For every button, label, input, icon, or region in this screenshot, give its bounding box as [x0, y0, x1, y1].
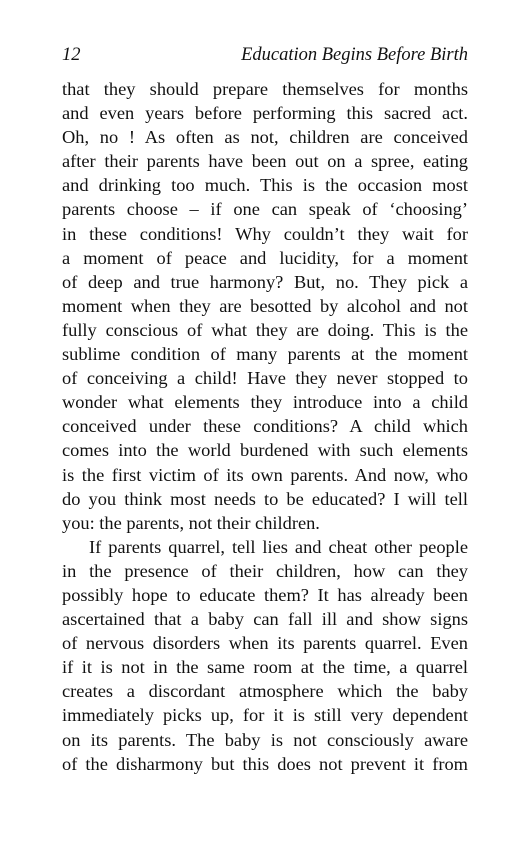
text-line: after their parents have been out on a spree, eating — [62, 151, 468, 172]
text-line: moment when they are besotted by alcohol and not — [62, 295, 468, 316]
text-line: immediately picks up, for it is still very dependent — [62, 705, 468, 726]
running-title: Education Begins Before Birth — [241, 45, 468, 65]
body-text — [62, 77, 468, 776]
text-line: ascertained that a baby can fall ill and show signs — [62, 609, 468, 630]
text-line: Oh, no ! As often as not, children are conceived — [62, 127, 468, 148]
paragraph-start-line: If parents quarrel, tell lies and cheat other people — [89, 536, 468, 557]
page-number: 12 — [62, 45, 81, 65]
text-line: of nervous disorders when its parents quarrel. Even — [62, 633, 468, 654]
text-line: and even years before performing this sacred act. — [62, 103, 468, 124]
text-line: a moment of peace and lucidity, for a moment — [62, 247, 468, 268]
running-header — [62, 44, 468, 66]
text-line: wonder what elements they introduce into a child — [62, 392, 468, 413]
text-line: conceived under these conditions? A child which — [62, 416, 468, 437]
text-line: sublime condition of many parents at the moment — [62, 344, 468, 365]
paragraph-end-line: you: the parents, not their children. — [62, 512, 320, 533]
text-line: in the presence of their children, how can they — [62, 560, 468, 581]
text-line: and drinking too much. This is the occasion most — [62, 175, 468, 196]
text-line: on its parents. The baby is not consciously aware — [62, 729, 468, 750]
text-line: of deep and true harmony? But, no. They pick a — [62, 271, 468, 292]
text-line: that they should prepare themselves for months — [62, 79, 468, 99]
text-line: creates a discordant atmosphere which the baby — [62, 681, 468, 702]
text-line: fully conscious of what they are doing. This is the — [62, 319, 468, 340]
text-line: possibly hope to educate them? It has already been — [62, 584, 468, 605]
text-line: of conceiving a child! Have they never stopped to — [62, 368, 468, 389]
text-line: of the disharmony but this does not prevent it from — [62, 753, 468, 774]
text-line: do you think most needs to be educated? I will tell — [62, 488, 468, 509]
text-line: is the first victim of its own parents. And now, who — [62, 464, 468, 485]
text-line: if it is not in the same room at the time, a quarrel — [62, 657, 468, 678]
text-line: in these conditions! Why couldn’t they wait for — [62, 223, 468, 244]
text-line: parents choose – if one can speak of ‘choosing’ — [62, 199, 468, 220]
text-line: comes into the world burdened with such elements — [62, 440, 468, 461]
